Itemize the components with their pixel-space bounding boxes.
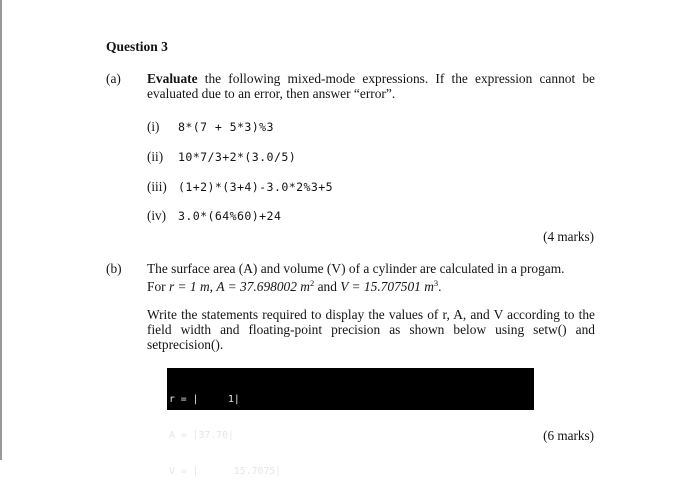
sentence-period: . bbox=[438, 279, 442, 294]
for-word: For bbox=[147, 279, 166, 294]
area-value: A = 37.698002 m bbox=[216, 279, 310, 294]
part-b-label: (b) bbox=[106, 261, 122, 276]
cylinder-sentence: The surface area (A) and volume (V) of a cylinder are calculated in a progam. bbox=[147, 261, 565, 276]
expression-code: 8*(7 + 5*3)%3 bbox=[178, 120, 274, 134]
instruction-text: the following mixed-mode expressions. If the expression cannot be evaluated due to an error, then answer “error”. bbox=[147, 71, 595, 101]
expression-code: 10*7/3+2*(3.0/5) bbox=[178, 150, 297, 164]
part-a-label: (a) bbox=[106, 71, 121, 86]
part-a-instruction bbox=[147, 71, 595, 101]
r-value: r = 1 m, bbox=[168, 279, 213, 294]
part-a-marks: (4 marks) bbox=[543, 229, 594, 244]
item-number: (ii) bbox=[147, 149, 164, 164]
console-line-r: r = | 1| bbox=[169, 394, 240, 405]
question-title: Question 3 bbox=[106, 39, 168, 54]
expression-item-iv bbox=[147, 207, 281, 225]
area-unit-exponent: 2 bbox=[309, 278, 315, 288]
part-b-task: Write the statements required to display the values of r, A, and V according to the field width and floating-point precision as shown below using setw() and setprecision(). bbox=[147, 307, 595, 352]
console-output bbox=[167, 368, 534, 477]
volume-unit-exponent: 3 bbox=[433, 278, 439, 288]
part-b-marks: (6 marks) bbox=[543, 428, 594, 443]
expression-code: 3.0*(64%60)+24 bbox=[178, 209, 282, 223]
console-line-a: A = |37.70| bbox=[169, 430, 234, 441]
expression-code: (1+2)*(3+4)-3.0*2%3+5 bbox=[178, 180, 333, 194]
item-number: (iv) bbox=[147, 208, 167, 223]
instruction-bold-word: Evaluate bbox=[147, 71, 198, 86]
expression-item-i bbox=[147, 118, 274, 136]
part-b-description bbox=[147, 261, 595, 294]
expression-item-ii bbox=[147, 148, 296, 166]
item-number: (iii) bbox=[147, 179, 167, 194]
console-line-v: V = | 15.7075| bbox=[169, 466, 282, 477]
expression-item-iii bbox=[147, 178, 333, 196]
volume-value: V = 15.707501 m bbox=[340, 279, 434, 294]
item-number: (i) bbox=[147, 119, 160, 134]
and-word: and bbox=[317, 279, 337, 294]
